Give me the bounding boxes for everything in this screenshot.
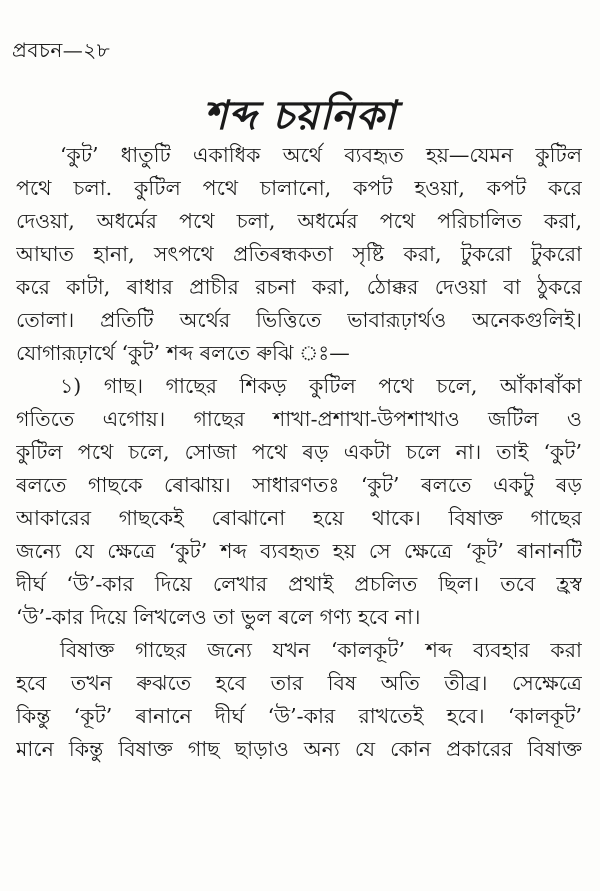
text-line: তোলা। প্রতিটি অর্থের ভিত্তিতে ভাবারূঢ়ার্থও অনেকগুলিই। bbox=[16, 308, 582, 332]
text-line: আকারের গাছকেই ৰোঝানো হয়ে থাকে। বিষাক্ত গাছের bbox=[16, 506, 582, 530]
text-line: যোগারূঢ়ার্থে ‘কুট’ শব্দ ৰলতে ৰুঝি ঃ— bbox=[16, 341, 350, 365]
text-line: জন্যে যে ক্ষেত্রে ‘কুট’ শব্দ ব্যবহৃত হয় সে ক্ষেত্রে ‘কূট’ ৰানানটি bbox=[16, 539, 582, 563]
text-line: দীর্ঘ ‘উ’-কার দিয়ে লেখার প্রথাই প্রচলিত ছিল। তবে হ্রস্ব bbox=[16, 572, 582, 596]
text-line: আঘাত হানা, সৎপথে প্রতিৰন্ধকতা সৃষ্টি করা, টুকরো টুকরো bbox=[16, 242, 582, 266]
text-line: দেওয়া, অধর্মের পথে চলা, অধর্মের পথে পরিচালিত করা, bbox=[16, 209, 582, 233]
text-line: ‘উ’-কার দিয়ে লিখলেও তা ভুল ৰলে গণ্য হবে না। bbox=[16, 605, 421, 629]
text-line: গতিতে এগোয়। গাছের শাখা-প্রশাখা-উপশাখাও জটিল ও bbox=[16, 407, 582, 431]
text-line: কুটিল পথে চলে, সোজা পথে ৰড় একটা চলে না। তাই ‘কুট’ bbox=[16, 440, 582, 464]
text-line: পথে চলা. কুটিল পথে চালানো, কপট হওয়া, কপট করে bbox=[16, 176, 582, 200]
text-line: বিষাক্ত গাছের জন্যে যখন ‘কালকূট’ শব্দ ব্যবহার করা bbox=[60, 638, 582, 662]
text-line: কিন্তু ‘কূট’ ৰানানে দীর্ঘ ‘উ’-কার রাখতেই হবে। ‘কালকূট’ bbox=[16, 704, 582, 728]
text-line: ‘কুট’ ধাতুটি একাধিক অৰ্থে ব্যবহৃত হয়—যেমন কুটিল bbox=[60, 143, 582, 167]
text-line: হবে তখন ৰুঝতে হবে তার বিষ অতি তীব্র। সেক্ষেত্রে bbox=[16, 671, 582, 695]
text-line: মানে কিন্তু বিষাক্ত গাছ ছাড়াও অন্য যে কোন প্রকারের বিষাক্ত bbox=[16, 737, 582, 761]
text-line: করে কাটা, ৰাধার প্রাচীর রচনা করা, ঠোক্কর দেওয়া বা ঠুকরে bbox=[16, 275, 582, 299]
running-head: প্ৰবচন—২৮ bbox=[12, 38, 111, 62]
text-line: ১) গাছ। গাছের শিকড় কুটিল পথে চলে, আঁকাৰাঁকা bbox=[60, 374, 582, 398]
text-line: ৰলতে গাছকে ৰোঝায়। সাধারণতঃ ‘কুট’ ৰলতে একটু ৰড় bbox=[16, 473, 582, 497]
page-title: শব্দ চয়নিকা bbox=[203, 92, 397, 139]
